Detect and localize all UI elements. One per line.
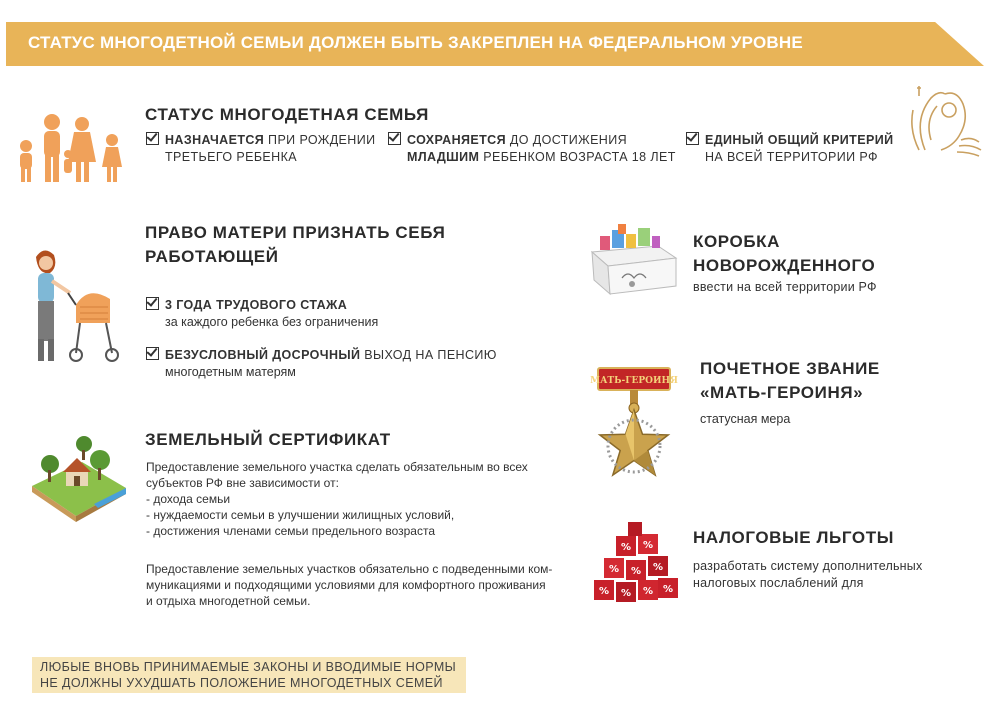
status-title: СТАТУС МНОГОДЕТНАЯ СЕМЬЯ	[145, 105, 429, 124]
medal-label: МАТЬ-ГЕРОИНЯ	[590, 376, 678, 386]
svg-text:%: %	[608, 564, 620, 575]
box-title: КОРОБКА НОВОРОЖДЕННОГО	[693, 232, 876, 275]
status-item-1: НАЗНАЧАЕТСЯ ПРИ РОЖДЕНИИ ТРЕТЬЕГО РЕБЕНКА	[146, 132, 376, 166]
svg-text:%: %	[652, 562, 664, 573]
checkbox-icon	[686, 132, 699, 145]
footer-note: ЛЮБЫЕ ВНОВЬ ПРИНИМАЕМЫЕ ЗАКОНЫ И ВВОДИМЫЕ НОРМЫ НЕ ДОЛЖНЫ УХУДШАТЬ ПОЛОЖЕНИЕ МНОГОДЕТНЫХ СЕМЕЙ	[40, 660, 457, 690]
land-title: ЗЕМЕЛЬНЫЙ СЕРТИФИКАТ	[145, 430, 391, 449]
mother-stroller-icon	[22, 245, 122, 367]
svg-text:%: %	[598, 586, 610, 597]
land-paragraph-1: Предоставление земельного участка сделать обязательным во всех субъектов РФ вне зависимости от: - дохода семьи - нуждаемости семьи в улучшении жилищных условий, - достижения членами семьи предельного возраста	[146, 460, 528, 538]
tax-cubes-icon	[590, 522, 682, 606]
mother-heroine-medal-icon	[588, 364, 680, 488]
tax-title: НАЛОГОВЫЕ ЛЬГОТЫ	[693, 528, 894, 547]
tax-description: разработать систему дополнительных налоговых послаблений для	[693, 559, 923, 590]
mother-item-1: 3 ГОДА ТРУДОВОГО СТАЖА за каждого ребенка без ограничения	[146, 297, 378, 331]
hero-subtitle: статусная мера	[700, 412, 791, 426]
land-plot-icon	[28, 430, 128, 524]
svg-text:%: %	[630, 566, 642, 577]
svg-text:%: %	[620, 542, 632, 553]
checkbox-icon	[146, 297, 159, 310]
land-paragraph-2: Предоставление земельных участков обязательно с подведенными ком- муникациями и подходящими условиями для комфортного проживания и отдыха многодетной семьи.	[146, 562, 553, 608]
hero-title: ПОЧЕТНОЕ ЗВАНИЕ «МАТЬ-ГЕРОИНЯ»	[700, 359, 880, 402]
family-icon	[12, 110, 130, 184]
newborn-box-icon	[588, 222, 680, 296]
svg-text:%: %	[642, 586, 654, 597]
status-item-2: СОХРАНЯЕТСЯ ДО ДОСТИЖЕНИЯ МЛАДШИМ РЕБЕНКОМ ВОЗРАСТА 18 ЛЕТ	[388, 132, 676, 166]
checkbox-icon	[388, 132, 401, 145]
mother-title: ПРАВО МАТЕРИ ПРИЗНАТЬ СЕБЯ РАБОТАЮЩЕЙ	[145, 223, 446, 266]
svg-text:%: %	[642, 540, 654, 551]
svg-text:%: %	[620, 588, 632, 599]
family-logo-icon	[905, 80, 985, 158]
svg-text:%: %	[662, 584, 674, 595]
box-subtitle: ввести на всей территории РФ	[693, 280, 877, 294]
mother-item-2: БЕЗУСЛОВНЫЙ ДОСРОЧНЫЙ ВЫХОД НА ПЕНСИЮ многодетным матерям	[146, 347, 497, 381]
checkbox-icon	[146, 132, 159, 145]
checkbox-icon	[146, 347, 159, 360]
header-title: СТАТУС МНОГОДЕТНОЙ СЕМЬИ ДОЛЖЕН БЫТЬ ЗАКРЕПЛЕН НА ФЕДЕРАЛЬНОМ УРОВНЕ	[28, 33, 803, 52]
status-item-3: ЕДИНЫЙ ОБЩИЙ КРИТЕРИЙ НА ВСЕЙ ТЕРРИТОРИИ РФ	[686, 132, 893, 166]
